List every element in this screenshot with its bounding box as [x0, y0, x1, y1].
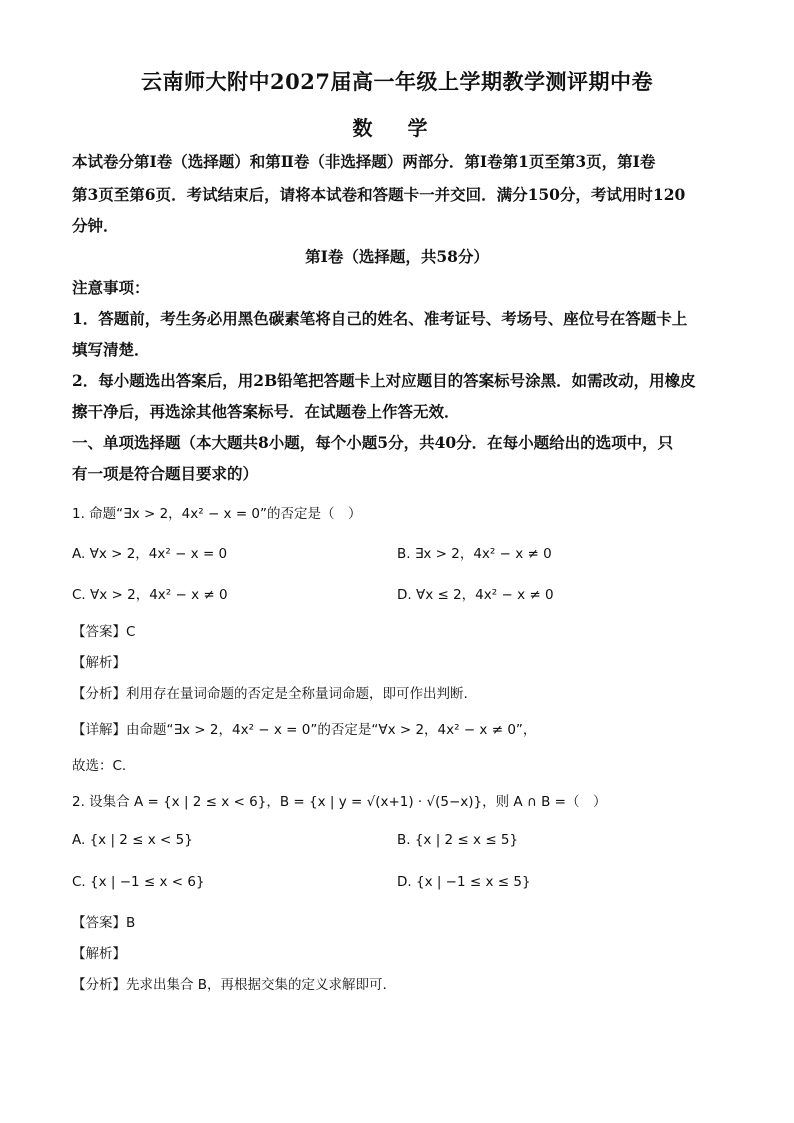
part-one-heading-1: 一、单项选择题（本大题共8小题，每个小题5分，共40分．在每小题给出的选项中，只	[72, 433, 674, 452]
notice-line-2: 填写清楚．	[72, 340, 150, 359]
q1-answer: 【答案】C	[72, 624, 136, 640]
part-one-heading-2: 有一项是符合题目要求的）	[72, 464, 259, 483]
q1-choice: 故选：C.	[72, 758, 127, 774]
section-heading: 第Ⅰ卷（选择题，共58分）	[305, 247, 489, 266]
notice-line-3: 2．每小题选出答案后，用2B铅笔把答题卡上对应题目的答案标号涂黑．如需改动，用橡皮	[72, 371, 696, 390]
q1-option-d: D. ∀x ≤ 2，4x² − x ≠ 0	[397, 587, 554, 603]
q2-option-a: A. {x | 2 ≤ x < 5}	[72, 832, 193, 848]
q1-analysis: 【分析】利用存在量词命题的否定是全称量词命题，即可作出判断.	[72, 686, 468, 702]
q1-analysis-label: 【解析】	[72, 655, 126, 671]
q2-option-c: C. {x | −1 ≤ x < 6}	[72, 874, 205, 890]
q1-option-b: B. ∃x > 2，4x² − x ≠ 0	[397, 546, 552, 562]
q2-analysis: 【分析】先求出集合 B，再根据交集的定义求解即可.	[72, 977, 387, 993]
q2-stem: 2. 设集合 A = {x | 2 ≤ x < 6}，B = {x | y = √(x+1) · √(5−x)}，则 A ∩ B =（ ）	[72, 794, 607, 810]
subject-title: 数 学	[352, 116, 442, 140]
q1-detail: 【详解】由命题“∃x > 2，4x² − x = 0”的否定是“∀x > 2，4x² − x ≠ 0”，	[72, 722, 537, 738]
notice-title: 注意事项：	[72, 278, 150, 297]
q1-stem: 1. 命题“∃x > 2，4x² − x = 0”的否定是（ ）	[72, 506, 362, 522]
q2-option-d: D. {x | −1 ≤ x ≤ 5}	[397, 874, 531, 890]
intro-line-1: 本试卷分第Ⅰ卷（选择题）和第Ⅱ卷（非选择题）两部分．第Ⅰ卷第1页至第3页，第Ⅰ卷	[72, 152, 656, 171]
notice-line-1: 1．答题前，考生务必用黑色碳素笔将自己的姓名、准考证号、考场号、座位号在答题卡上	[72, 309, 688, 328]
intro-line-3: 分钟．	[72, 216, 119, 235]
exam-title: 云南师大附中2027届高一年级上学期教学测评期中卷	[141, 69, 653, 94]
q1-option-c: C. ∀x > 2，4x² − x ≠ 0	[72, 587, 228, 603]
q2-option-b: B. {x | 2 ≤ x ≤ 5}	[397, 832, 519, 848]
q2-answer: 【答案】B	[72, 915, 136, 931]
q2-analysis-label: 【解析】	[72, 946, 126, 962]
q1-option-a: A. ∀x > 2，4x² − x = 0	[72, 546, 228, 562]
intro-line-2: 第3页至第6页．考试结束后，请将本试卷和答题卡一并交回．满分150分，考试用时120	[72, 185, 686, 204]
notice-line-4: 擦干净后，再选涂其他答案标号．在试题卷上作答无效．	[72, 402, 460, 421]
